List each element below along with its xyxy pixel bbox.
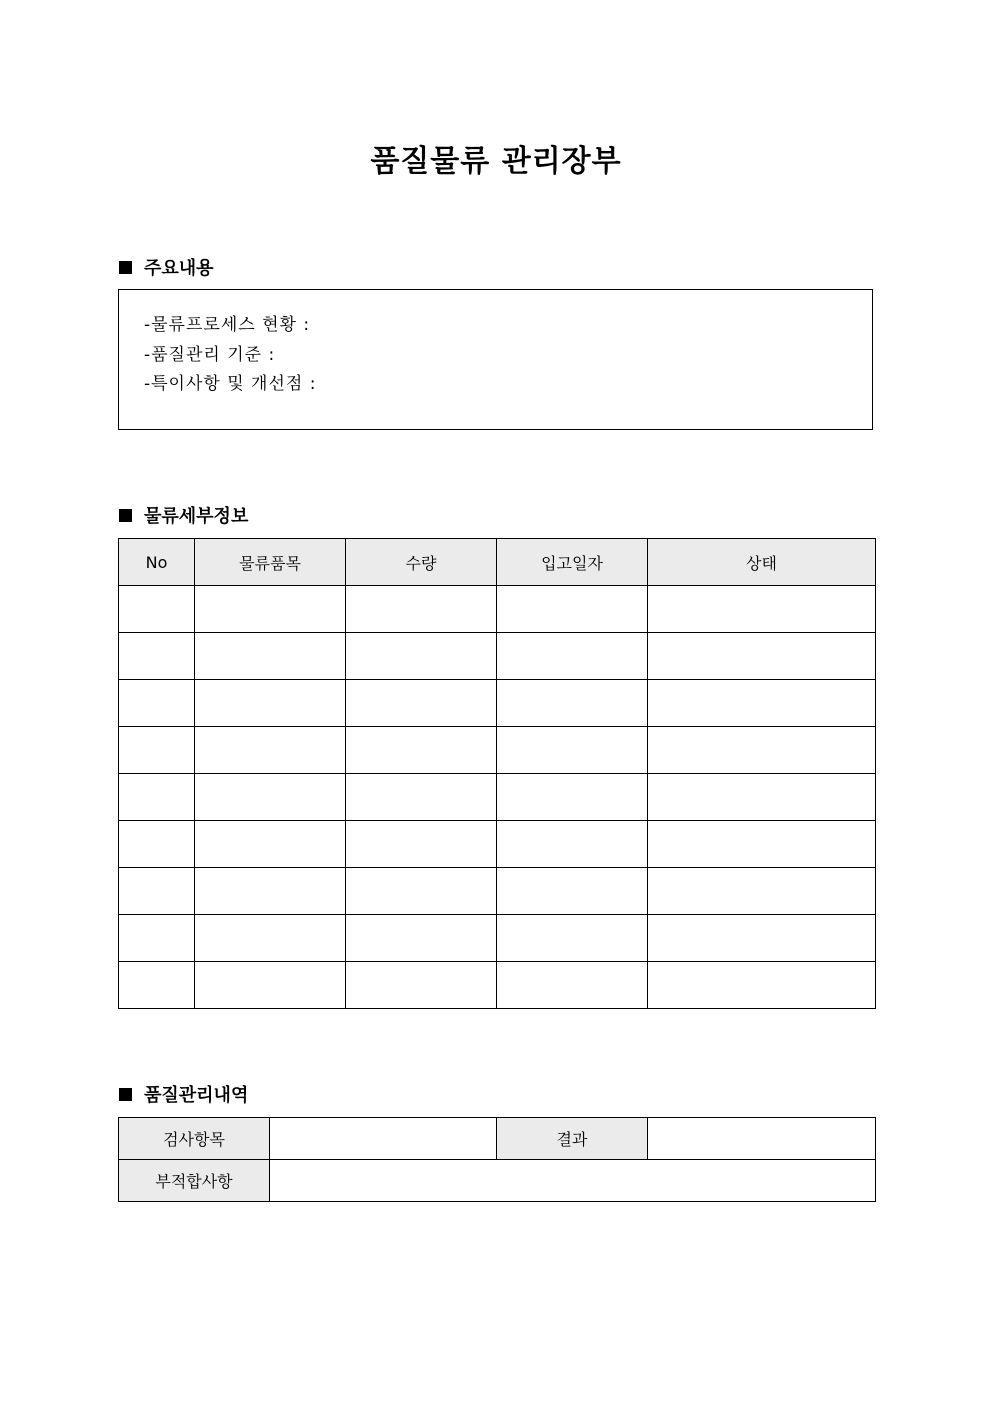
status-cell[interactable] [648,915,876,962]
summary-heading-text: 주요내용 [144,258,214,279]
receipt-date-cell[interactable] [497,633,648,680]
receipt-date-cell[interactable] [497,821,648,868]
result-label: 결과 [497,1118,648,1160]
summary-line-standard: -품질관리 기준 : [144,345,276,365]
nonconformity-label: 부적합사항 [119,1160,270,1202]
receipt-date-cell[interactable] [497,962,648,1009]
status-cell[interactable] [648,727,876,774]
table-row [119,1160,876,1202]
quality-heading-text: 품질관리내역 [144,1085,249,1106]
item-cell[interactable] [195,821,346,868]
no-cell[interactable] [119,915,195,962]
quantity-cell[interactable] [346,868,497,915]
receipt-date-cell[interactable] [497,586,648,633]
quantity-cell[interactable] [346,821,497,868]
inspection-item-label: 검사항목 [119,1118,270,1160]
item-cell[interactable] [195,868,346,915]
quantity-cell[interactable] [346,727,497,774]
no-cell[interactable] [119,962,195,1009]
page-title: 품질물류 관리장부 [370,144,622,179]
bullet-square-icon [119,509,132,522]
column-header-no: No [119,539,195,586]
status-cell[interactable] [648,774,876,821]
table-row [119,821,876,868]
status-cell[interactable] [648,962,876,1009]
receipt-date-cell[interactable] [497,868,648,915]
detail-section-heading [119,502,248,528]
bullet-square-icon [119,1088,132,1101]
quantity-cell[interactable] [346,680,497,727]
result-cell[interactable] [648,1118,876,1160]
quantity-cell[interactable] [346,633,497,680]
summary-line-issues: -특이사항 및 개선점 : [144,374,317,394]
quality-management-table [118,1117,876,1202]
quality-section-heading [119,1081,248,1107]
item-cell[interactable] [195,962,346,1009]
no-cell[interactable] [119,821,195,868]
status-cell[interactable] [648,868,876,915]
detail-heading-text: 물류세부정보 [144,506,249,527]
quantity-cell[interactable] [346,962,497,1009]
item-cell[interactable] [195,586,346,633]
status-cell[interactable] [648,821,876,868]
bullet-square-icon [119,261,132,274]
table-row [119,1118,876,1160]
summary-line-process: -물류프로세스 현황 : [144,315,311,335]
no-cell[interactable] [119,633,195,680]
quantity-cell[interactable] [346,915,497,962]
nonconformity-cell[interactable] [270,1160,876,1202]
status-cell[interactable] [648,586,876,633]
receipt-date-cell[interactable] [497,680,648,727]
column-header-quantity: 수량 [346,539,497,586]
item-cell[interactable] [195,774,346,821]
column-header-receipt-date: 입고일자 [497,539,648,586]
no-cell[interactable] [119,727,195,774]
table-row [119,633,876,680]
item-cell[interactable] [195,915,346,962]
item-cell[interactable] [195,727,346,774]
table-row [119,586,876,633]
table-header-row [119,539,876,586]
item-cell[interactable] [195,680,346,727]
column-header-status: 상태 [648,539,876,586]
receipt-date-cell[interactable] [497,915,648,962]
quantity-cell[interactable] [346,586,497,633]
inspection-item-cell[interactable] [270,1118,497,1160]
table-row [119,727,876,774]
status-cell[interactable] [648,633,876,680]
table-row [119,868,876,915]
quantity-cell[interactable] [346,774,497,821]
table-row [119,915,876,962]
receipt-date-cell[interactable] [497,727,648,774]
table-row [119,962,876,1009]
no-cell[interactable] [119,774,195,821]
item-cell[interactable] [195,633,346,680]
receipt-date-cell[interactable] [497,774,648,821]
column-header-item: 물류품목 [195,539,346,586]
table-row [119,680,876,727]
no-cell[interactable] [119,586,195,633]
summary-section-heading [119,254,214,280]
table-row [119,774,876,821]
status-cell[interactable] [648,680,876,727]
logistics-detail-table [118,538,876,1009]
no-cell[interactable] [119,680,195,727]
no-cell[interactable] [119,868,195,915]
summary-box [118,289,873,430]
